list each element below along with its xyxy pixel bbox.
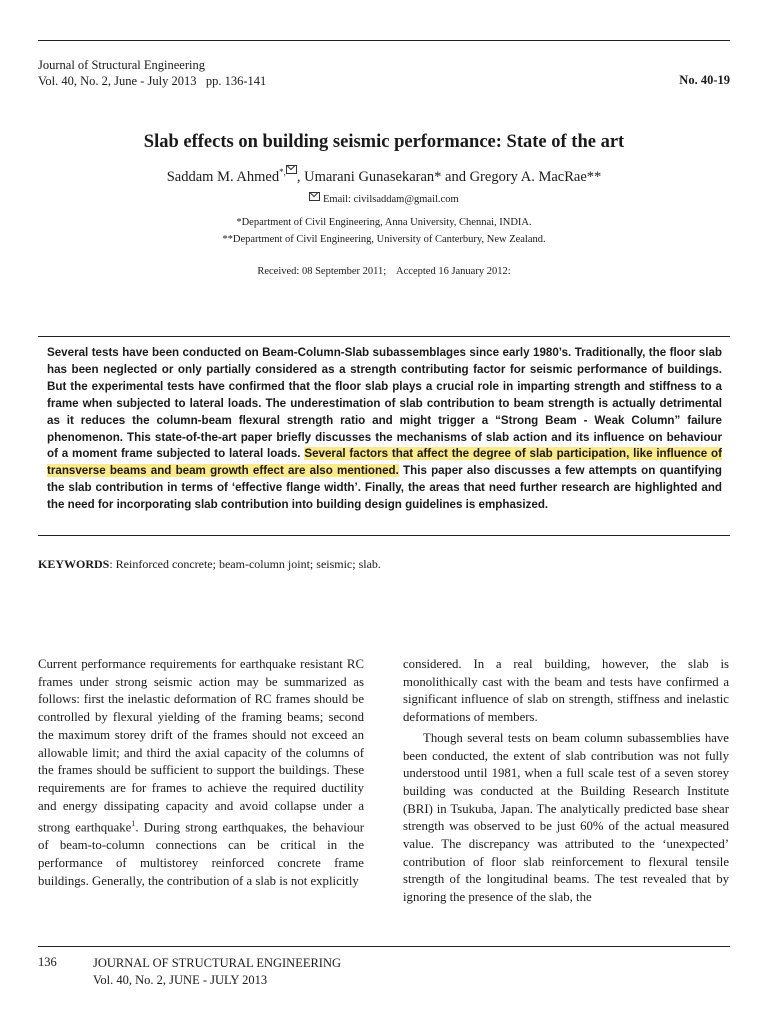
envelope-icon [286, 165, 297, 174]
author-1-mark: *, [279, 167, 286, 177]
keywords-label: KEYWORDS [38, 557, 110, 571]
footer-line-2: Vol. 40, No. 2, JUNE - JULY 2013 [93, 973, 268, 987]
abstract-highlight: Several factors that affect the degree of slab participation, like influence of transverse beams and beam growth effect are also mentioned. [47, 447, 722, 478]
footer-line-1: JOURNAL OF STRUCTURAL ENGINEERING [93, 956, 342, 970]
abstract-top-rule [38, 336, 730, 337]
paragraph-text: . During strong earthquakes, the behaviour of beam-to-column connections can be critical in the performance of multistorey reinforced concrete frame buildings. Generally, the contribution of a slab is not explicitly [38, 820, 364, 888]
author-list [38, 165, 730, 186]
affiliation-1: *Department of Civil Engineering, Anna University, Chennai, INDIA. [236, 217, 532, 228]
page-number: 136 [38, 955, 57, 969]
top-rule [38, 40, 730, 41]
body-column-left [38, 656, 364, 890]
abstract [47, 345, 722, 514]
keywords [38, 557, 381, 572]
email-line [38, 192, 730, 205]
journal-header [38, 57, 266, 89]
author-others: , Umarani Gunasekaran* and Gregory A. MacRae** [296, 168, 602, 185]
reference-mark: 1 [131, 819, 136, 829]
body-column-right [403, 656, 729, 907]
keywords-text: : Reinforced concrete; beam-column joint; seismic; slab. [109, 557, 381, 571]
envelope-icon [309, 192, 320, 201]
footer-rule [38, 946, 730, 947]
journal-name: Journal of Structural Engineering [38, 58, 205, 72]
volume-info: Vol. 40, No. 2, June - July 2013 pp. 136-141 [38, 74, 267, 88]
abstract-bottom-rule [38, 535, 730, 536]
footer-journal [93, 955, 341, 989]
received-date: Received: 08 September 2011; Accepted 16 January 2012: [257, 266, 511, 277]
body-paragraph: considered. In a real building, however, the slab is monolithically cast with the beam and tests have confirmed a significant influence of slab on strength, stiffness and inelastic deformations of members. [403, 657, 729, 725]
author-1: Saddam M. Ahmed [166, 168, 280, 185]
abstract-text-end: This paper also discusses a few attempts on quantifying the slab contribution in terms of ‘effective flange width’. Finally, the areas that need further research are highlighted and the need for incorporating slab contribution into building design guidelines is emphasized. [47, 464, 723, 512]
body-paragraph [38, 656, 364, 890]
paragraph-text: Current performance requirements for earthquake resistant RC frames under strong seismic action may be summarized as follows: first the inelastic deformation of RC frames should be controlled by flexural yielding of the framing beams; second the maximum storey drift of the frames should not exceed an allowable limit; and third the axial capacity of the columns of the frames should be sufficient to support the buildings. These requirements are for frames to achieve the required ductility and energy dissipating capacity and avoid collapse under a strong earthquake [38, 657, 364, 835]
paper-number: No. 40-19 [679, 73, 730, 87]
paper-title: Slab effects on building seismic performance: State of the art [143, 132, 625, 152]
email-text: Email: civilsaddam@gmail.com [322, 194, 459, 205]
affiliation-2: **Department of Civil Engineering, University of Canterbury, New Zealand. [222, 234, 546, 245]
body-paragraph: Though several tests on beam column subassemblies have been conducted, the extent of slab contribution was not fully understood until 1981, when a full scale test of a seven storey building was conducted at the Building Research Institute (BRI) in Tsukuba, Japan. The analytically predicted base shear strength was observed to be just 60% of the actual measured value. The discrepancy was attributed to the ‘unexpected’ contribution of floor slab reinforcement to flexural tensile strength of the longitudinal beams. The test revealed that by ignoring the presence of the slab, the [403, 730, 729, 905]
abstract-text: Several tests have been conducted on Beam-Column-Slab subassemblages since early 1980’s. Traditionally, the floor slab has been neglected or only partially considered as a strength contributing factor for seismic performance of buildings. But the experimental tests have confirmed that the floor slab plays a crucial role in imparting strength and stiffness to a frame when subjected to lateral loads. The underestimation of slab contribution to beam strength is actually detrimental as it reduces the column-beam flexural strength ratio and might trigger a “Strong Beam - Weak Column” failure phenomenon. This state-of-the-art paper briefly discusses the mechanisms of slab action and its influence on behaviour of a moment frame subjected to lateral loads. [47, 346, 722, 461]
